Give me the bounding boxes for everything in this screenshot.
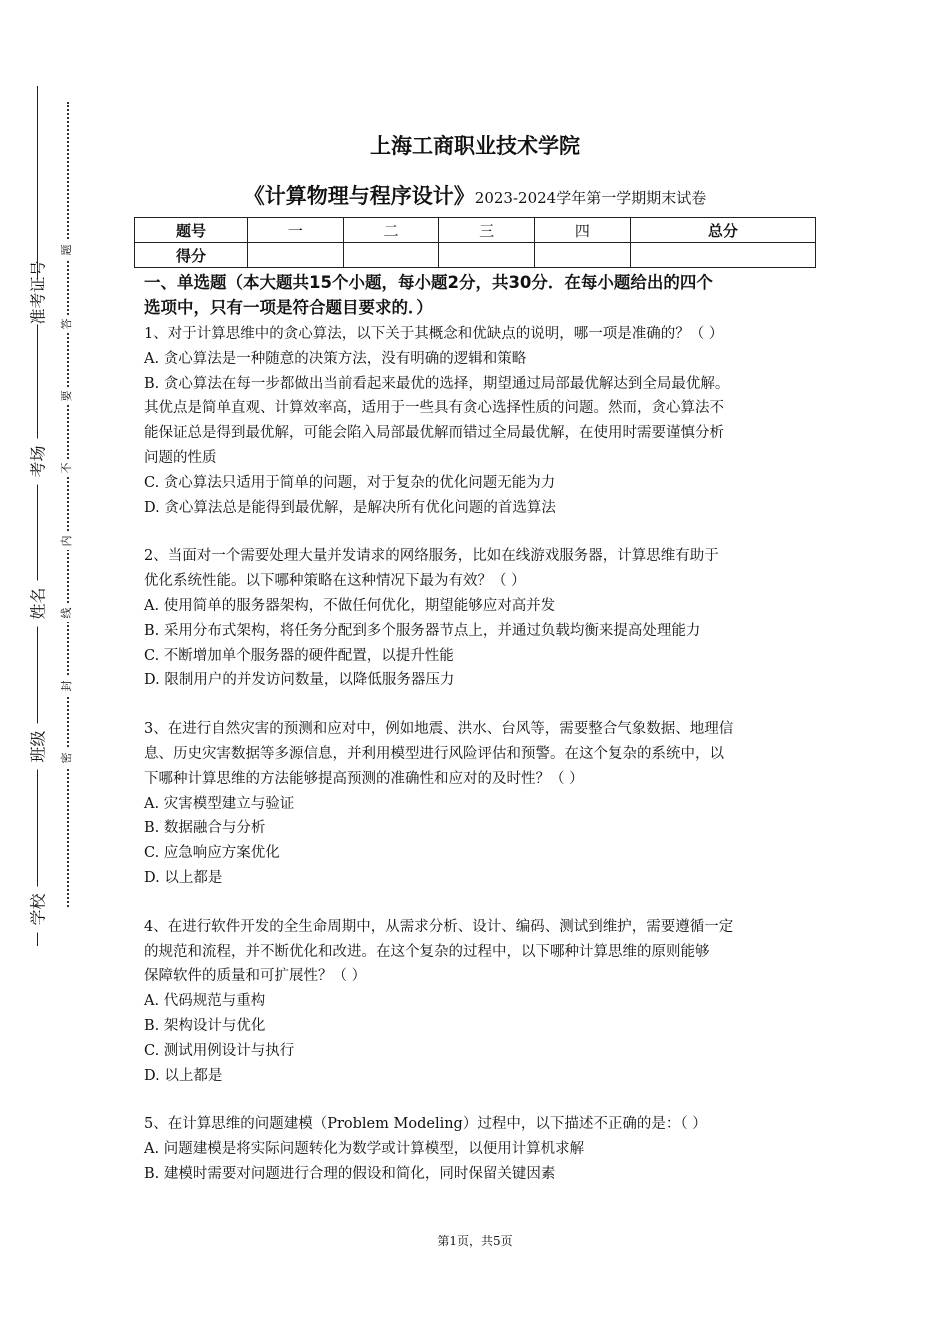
question-stem: 3、在进行自然灾害的预测和应对中，例如地震、洪水、台风等，需要整合气象数据、地理信 — [144, 721, 734, 738]
score-table-column: 一 — [248, 218, 344, 243]
option-c: C. 贪心算法只适用于简单的问题，对于复杂的优化问题无能为力 — [144, 474, 556, 491]
option-b: B. 建模时需要对问题进行合理的假设和简化，同时保留关键因素 — [144, 1165, 556, 1182]
term-title: 2023-2024学年第一学期期末试卷 — [474, 189, 707, 207]
option-c: C. 不断增加单个服务器的硬件配置，以提升性能 — [144, 647, 454, 664]
option-a: A. 使用简单的服务器架构，不做任何优化，期望能够应对高并发 — [144, 597, 556, 614]
course-title: 《计算物理与程序设计》 — [243, 184, 475, 208]
option-c: C. 测试用例设计与执行 — [144, 1042, 295, 1059]
score-table-column: 二 — [343, 218, 439, 243]
score-table-column: 四 — [535, 218, 631, 243]
score-cell — [535, 243, 631, 268]
field-label-class: 班级 — [26, 724, 49, 770]
question-3 — [144, 717, 812, 891]
question-stem: 息、历史灾害数据等多源信息，并利用模型进行风险评估和预警。在这个复杂的系统中，以 — [144, 745, 724, 762]
option-b: 问题的性质 — [144, 449, 217, 466]
question-1 — [144, 322, 812, 520]
score-table — [134, 217, 816, 268]
seal-char: 答 — [61, 315, 73, 333]
score-table-column: 总分 — [630, 218, 815, 243]
score-table-row-label: 得分 — [135, 243, 248, 268]
score-cell — [248, 243, 344, 268]
seal-char: 不 — [61, 459, 73, 477]
score-table-score-row — [135, 243, 816, 268]
score-cell — [439, 243, 535, 268]
binding-dotted-line — [67, 102, 69, 907]
seal-char: 要 — [61, 387, 73, 405]
exam-content — [144, 270, 812, 1187]
question-stem: 2、当面对一个需要处理大量并发请求的网络服务，比如在线游戏服务器，计算思维有助于 — [144, 548, 719, 565]
school-title: 上海工商职业技术学院 — [370, 134, 580, 158]
option-b: B. 数据融合与分析 — [144, 820, 266, 837]
field-label-name: 姓名 — [26, 581, 49, 627]
score-table-column: 三 — [439, 218, 535, 243]
score-cell — [630, 243, 815, 268]
score-cell — [343, 243, 439, 268]
option-a: A. 代码规范与重构 — [144, 993, 266, 1010]
question-stem: 优化系统性能。以下哪种策略在这种情况下最为有效？（ ） — [144, 573, 526, 590]
question-stem: 的规范和流程，并不断优化和改进。在这个复杂的过程中，以下哪种计算思维的原则能够 — [144, 943, 710, 960]
field-label-exam-number: 准考证号 — [26, 279, 49, 325]
section-title-line: 一、单选题（本大题共15个小题，每小题2分，共30分．在每小题给出的四个 — [144, 273, 713, 292]
question-5 — [144, 1112, 812, 1186]
question-stem: 下哪种计算思维的方法能够提高预测的准确性和应对的及时性？（ ） — [144, 770, 584, 787]
option-d: D. 以上都是 — [144, 869, 223, 886]
question-stem: 5、在计算思维的问题建模（Problem Modeling）过程中，以下描述不正确的是：（ ） — [144, 1116, 707, 1133]
field-label-exam-room: 考场 — [26, 439, 49, 485]
option-d: D. 以上都是 — [144, 1067, 223, 1084]
option-b: 其优点是简单直观、计算效率高，适用于一些具有贪心选择性质的问题。然而，贪心算法不 — [144, 400, 724, 417]
question-stem: 4、在进行软件开发的全生命周期中，从需求分析、设计、编码、测试到维护，需要遵循一定 — [144, 918, 734, 935]
option-b: B. 架构设计与优化 — [144, 1017, 266, 1034]
seal-char: 密 — [61, 749, 73, 767]
page-footer: 第1页，共5页 — [437, 1234, 513, 1248]
option-a: A. 贪心算法是一种随意的决策方法，没有明确的逻辑和策略 — [144, 350, 527, 367]
question-stem: 保障软件的质量和可扩展性？（ ） — [144, 968, 367, 985]
exam-title — [0, 180, 950, 210]
question-4 — [144, 915, 812, 1089]
seal-char: 内 — [61, 532, 73, 550]
seal-char: 题 — [61, 241, 73, 259]
option-a: A. 问题建模是将实际问题转化为数学或计算模型，以便用计算机求解 — [144, 1141, 585, 1158]
question-stem: 1、对于计算思维中的贪心算法，以下关于其概念和优缺点的说明，哪一项是准确的？（ ） — [144, 326, 724, 342]
field-label-school: 学校 — [26, 887, 49, 933]
score-table-header-row — [135, 218, 816, 243]
seal-char: 封 — [61, 677, 73, 695]
binding-solid-line — [37, 86, 38, 946]
option-b: 能保证总是得到最优解，可能会陷入局部最优解而错过全局最优解，在使用时需要谨慎分析 — [144, 425, 724, 442]
section-title-line: 选项中，只有一项是符合题目要求的．） — [144, 298, 433, 317]
seal-char: 线 — [61, 604, 73, 622]
option-d: D. 贪心算法总是能得到最优解，是解决所有优化问题的首选算法 — [144, 499, 556, 516]
option-a: A. 灾害模型建立与验证 — [144, 795, 295, 812]
option-b: B. 贪心算法在每一步都做出当前看起来最优的选择，期望通过局部最优解达到全局最优解。 — [144, 375, 730, 392]
question-2 — [144, 544, 812, 693]
option-d: D. 限制用户的并发访问数量，以降低服务器压力 — [144, 672, 455, 689]
option-b: B. 采用分布式架构，将任务分配到多个服务器节点上，并通过负载均衡来提高处理能力 — [144, 622, 701, 639]
option-c: C. 应急响应方案优化 — [144, 845, 280, 862]
score-table-row-label: 题号 — [135, 218, 248, 243]
